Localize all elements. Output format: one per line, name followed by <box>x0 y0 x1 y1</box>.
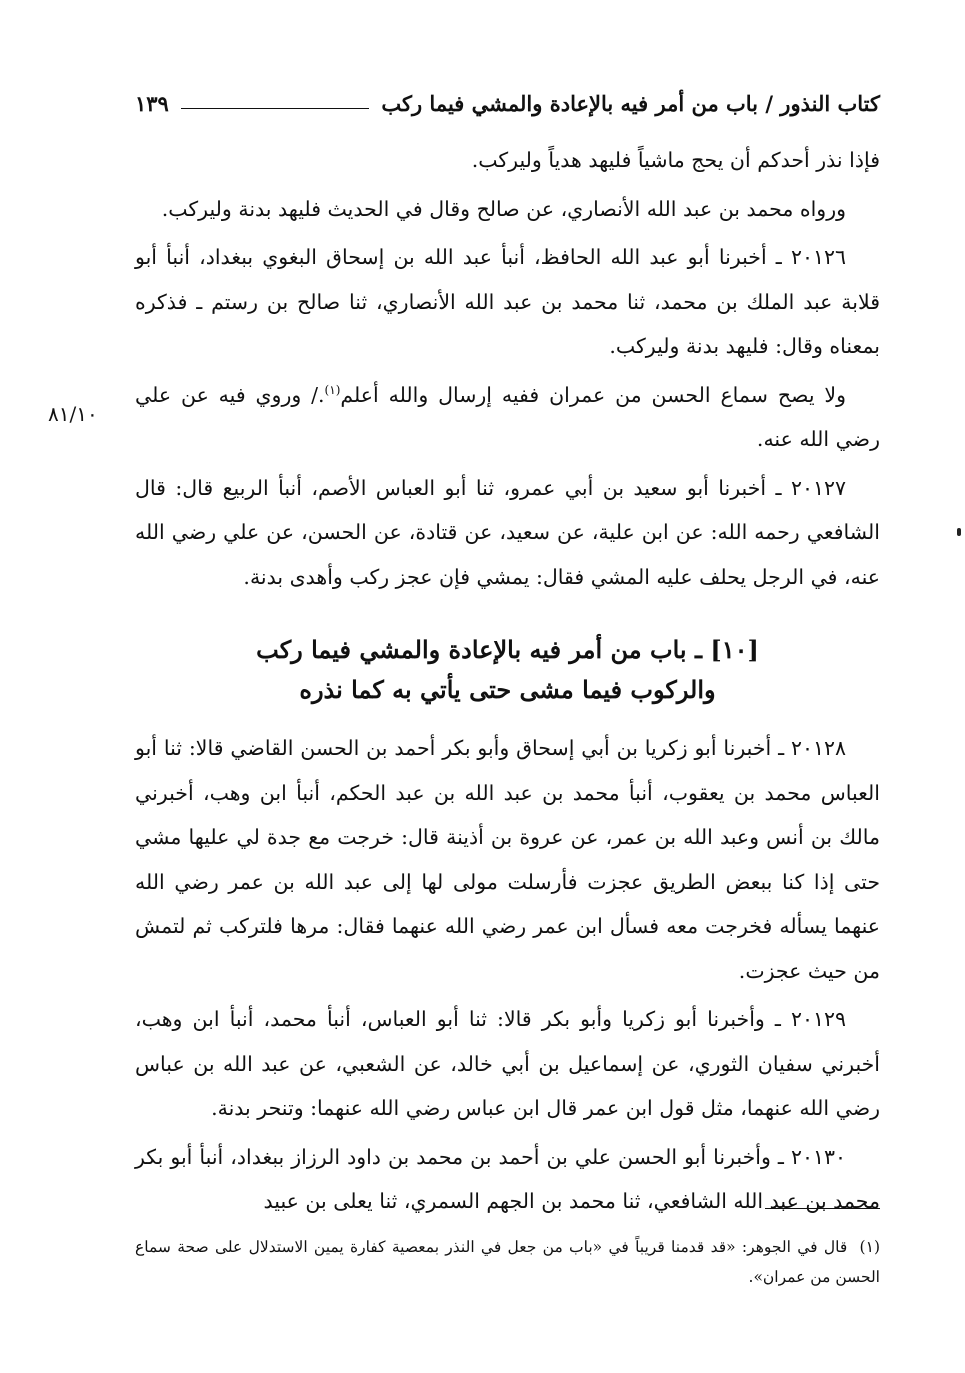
paragraph-20126: ٢٠١٢٦ ـ أخبرنا أبو عبد الله الحافظ، أنبأ عبد الله بن إسحاق البغوي ببغداد، أنبأ أبو قلابة عبد الملك بن محمد، ثنا محمد بن عبد الله الأنصاري، ثنا صالح بن رستم ـ فذكره بمعناه وقال: فليهد بدنة وليركب. <box>135 245 880 358</box>
body-text-top <box>135 138 880 599</box>
running-header-title: كتاب النذور / باب من أمر فيه بالإعادة والمشي فيما ركب <box>381 90 880 116</box>
footnotes <box>135 1232 880 1292</box>
paragraph-20127: ٢٠١٢٧ ـ أخبرنا أبو سعيد بن أبي عمرو، ثنا أبو العباس الأصم، أنبأ الربيع قال: قال الشافعي رحمه الله: عن ابن علية، عن سعيد، عن قتادة، عن الحسن، عن علي رضي الله عنه، في الرجل يحلف عليه المشي فقال: يمشي فإن عجز ركب وأهدى بدنة. <box>135 475 880 589</box>
paragraph-marginal-after: ./ وروي فيه عن علي رضي الله عنه. <box>135 382 880 451</box>
margin-volume-page-note: ٨١/١٠ <box>48 402 98 426</box>
paragraph-1: فإذا نذر أحدكم أن يحج ماشياً فليهد هدياً وليركب. <box>471 148 880 172</box>
paragraph-2: ورواه محمد بن عبد الله الأنصاري، عن صالح وقال في الحديث فليهد بدنة وليركب. <box>161 196 846 221</box>
body-text-bottom <box>135 726 880 1224</box>
paragraph-20130: ٢٠١٣٠ ـ وأخبرنا أبو الحسن علي بن أحمد بن محمد بن داود الرزاز ببغداد، أنبأ أبو بكر محمد بن عبد الله الشافعي، ثنا محمد بن الجهم السمري، ثنا يعلى بن عبيد <box>135 1144 880 1213</box>
chapter-heading-line-1: [١٠] ـ باب من أمر فيه بالإعادة والمشي فيما ركب <box>256 635 759 664</box>
paragraph-20129: ٢٠١٢٩ ـ وأخبرنا أبو زكريا وأبو بكر قالا: ثنا أبو العباس، أنبأ محمد، أنبأ ابن وهب، أخبرني سفيان الثوري، عن إسماعيل بن أبي خالد، عن الشعبي، عن عبد الله بن عباس رضي الله عنهما، مثل قول ابن عمر قال ابن عباس رضي الله عنهما: وتنحر بدنة. <box>135 1007 880 1120</box>
page-number: ١٣٩ <box>135 90 169 116</box>
footnote-text: قال في الجوهر: «قد قدمنا قريباً في «باب من جعل في النذر بمعصية كفارة يمين الاستدلال على صحة سماع الحسن من عمران». <box>135 1238 880 1286</box>
chapter-heading-line-2: والركوب فيما مشى حتى يأتي به كما نذره <box>299 675 716 704</box>
paragraph-20128: ٢٠١٢٨ ـ أخبرنا أبو زكريا بن أبي إسحاق وأبو بكر أحمد بن الحسن القاضي قالا: ثنا أبو العباس محمد بن يعقوب، أنبأ محمد بن عبد الله بن عبد الحكم، أنبأ ابن وهب، أخبرني مالك بن أنس وعبد الله بن عمر، عن عروة بن أذينة قال: خرجت مع جدة لي عليها مشي حتى إذا كنا ببعض الطريق عجزت فأرسلت مولى لها إلى عبد الله بن عمر رضي الله عنهما يسأله فخرجت معه فسأل ابن عمر رضي الله عنهما فقال: مرها فلتركب ثم لتمش من حيث عجزت. <box>135 736 880 983</box>
paragraph-marginal-before: ولا يصح سماع الحسن من عمران ففيه إرسال والله أعلم <box>340 382 846 407</box>
header-rule <box>181 108 370 109</box>
scan-edge-mark <box>957 528 961 536</box>
running-header <box>135 86 880 120</box>
chapter-heading <box>135 630 880 710</box>
footnote-marker: (١) <box>324 382 341 397</box>
footnote-rule <box>765 1208 880 1209</box>
paragraph-marginal <box>135 373 880 462</box>
footnote-number: (١) <box>859 1238 880 1256</box>
